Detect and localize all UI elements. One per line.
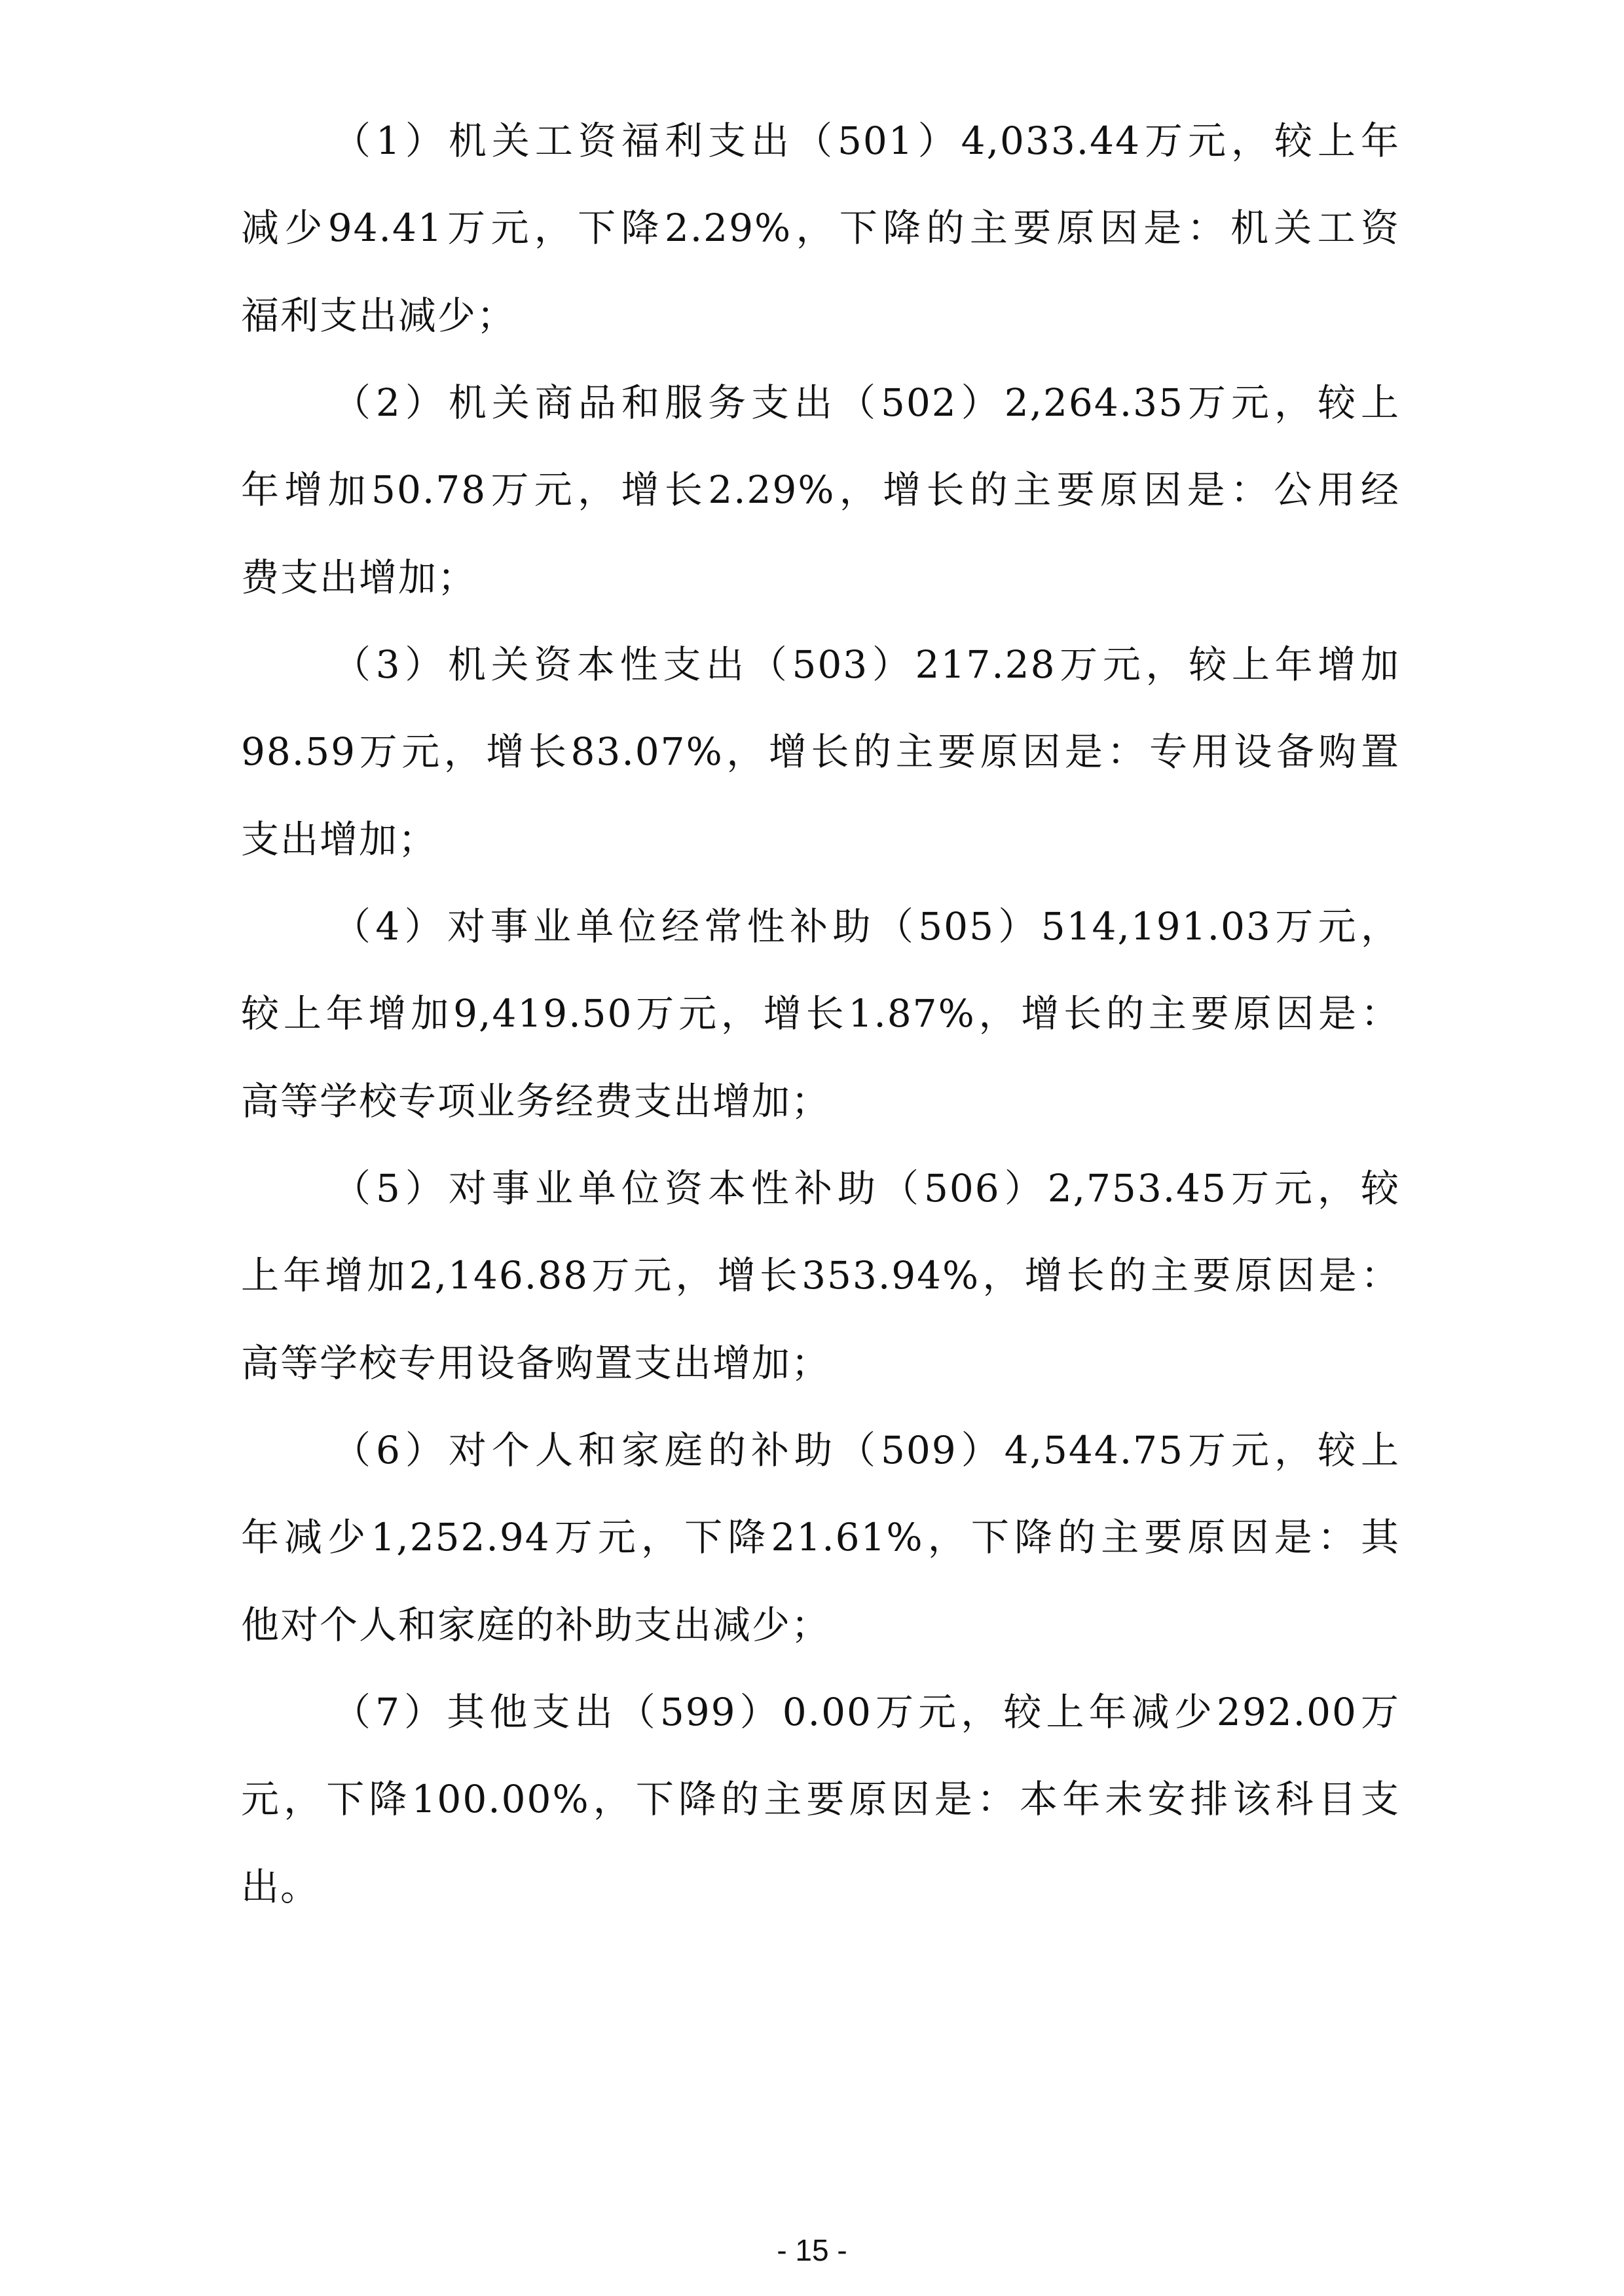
paragraph-5-line-2: 上年增加2,146.88万元，增长353.94%，增长的主要原因是： (241, 1253, 1400, 1298)
paragraph-3-line-3: 支出增加； (241, 817, 438, 862)
paragraph-2-line-2: 年增加50.78万元，增长2.29%，增长的主要原因是：公用经 (241, 467, 1400, 512)
paragraph-3-line-2: 98.59万元，增长83.07%，增长的主要原因是：专用设备购置 (241, 729, 1400, 774)
paragraph-1-line-1: （1）机关工资福利支出（501）4,033.44万元，较上年 (333, 118, 1400, 163)
paragraph-4-line-1: （4）对事业单位经常性补助（505）514,191.03万元， (333, 904, 1400, 949)
paragraph-3-line-1: （3）机关资本性支出（503）217.28万元，较上年增加 (333, 642, 1400, 687)
page-number: - 15 - (777, 2233, 847, 2267)
paragraph-1-line-3: 福利支出减少； (241, 293, 517, 338)
paragraph-2-line-3: 费支出增加； (241, 555, 477, 600)
paragraph-4-line-3: 高等学校专项业务经费支出增加； (241, 1079, 831, 1123)
paragraph-5-line-3: 高等学校专用设备购置支出增加； (241, 1341, 831, 1385)
paragraph-6-line-3: 他对个人和家庭的补助支出减少； (241, 1603, 831, 1647)
paragraph-6-line-1: （6）对个人和家庭的补助（509）4,544.75万元，较上 (333, 1428, 1400, 1472)
paragraph-2-line-1: （2）机关商品和服务支出（502）2,264.35万元，较上 (333, 380, 1400, 425)
paragraph-1-line-2: 减少94.41万元，下降2.29%，下降的主要原因是：机关工资 (241, 206, 1400, 250)
paragraph-7-line-3: 出。 (241, 1865, 320, 1909)
paragraph-6-line-2: 年减少1,252.94万元，下降21.61%，下降的主要原因是：其 (241, 1515, 1400, 1559)
paragraph-4-line-2: 较上年增加9,419.50万元，增长1.87%，增长的主要原因是： (241, 991, 1400, 1036)
paragraph-7-line-2: 元，下降100.00%，下降的主要原因是：本年未安排该科目支 (241, 1777, 1400, 1821)
paragraph-7-line-1: （7）其他支出（599）0.00万元，较上年减少292.00万 (333, 1690, 1400, 1734)
paragraph-5-line-1: （5）对事业单位资本性补助（506）2,753.45万元，较 (333, 1166, 1400, 1211)
